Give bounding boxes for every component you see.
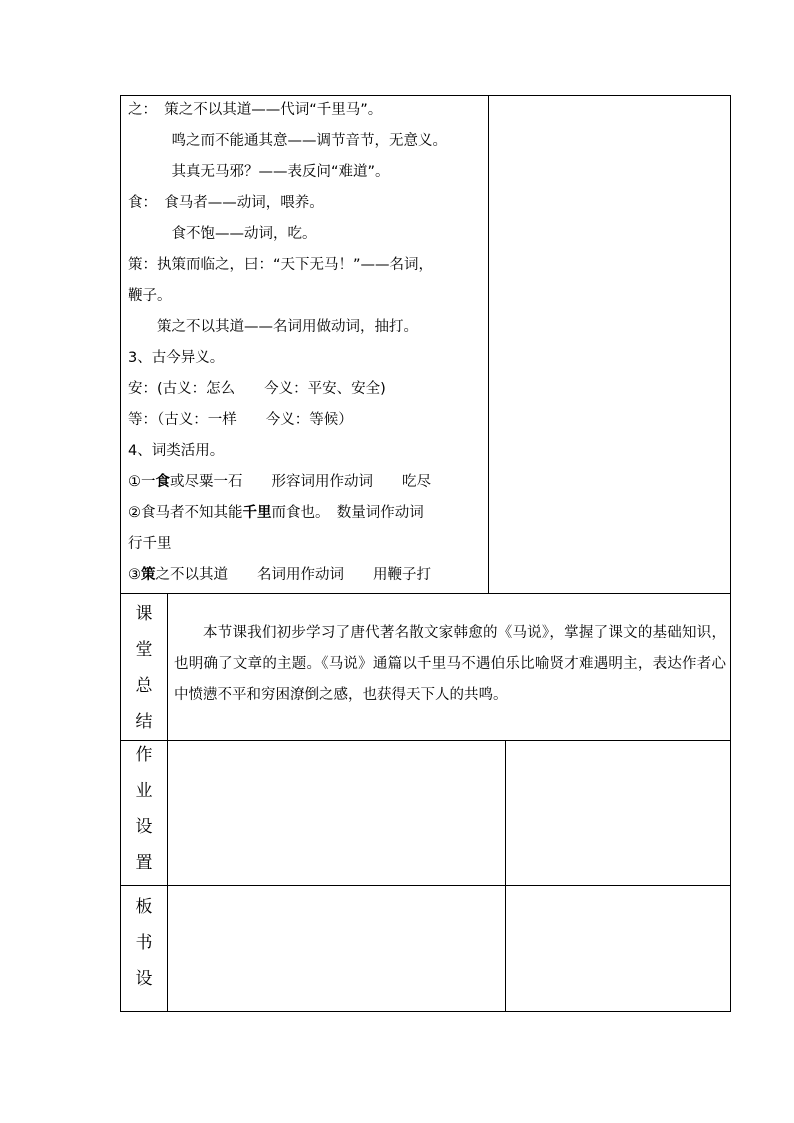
text-run: 而食也。 数量词作动词 [271, 505, 424, 521]
divider [167, 593, 168, 1012]
note-line: 其真无马邪？——表反问“难道”。 [128, 164, 390, 180]
divider [120, 885, 731, 886]
label-char: 作 [135, 745, 153, 765]
divider [120, 593, 731, 594]
divider [488, 95, 489, 593]
note-line [128, 498, 488, 529]
label-char: 设 [135, 969, 153, 989]
note-line: 食： 食马者——动词，喂养。 [128, 195, 324, 211]
note-line: 行千里 [128, 536, 172, 552]
note-line: 策：执策而临之，曰：“天下无马！”——名词， [128, 257, 434, 273]
label-char: 板 [135, 897, 153, 917]
bold-run: 千里 [242, 505, 272, 521]
label-char: 结 [135, 712, 153, 732]
label-char: 堂 [135, 640, 153, 660]
note-line [128, 560, 488, 591]
summary-label [121, 596, 167, 740]
bold-run: 策 [141, 567, 156, 583]
text-run: ②食马者不知其能 [128, 505, 243, 521]
text-run: ③ [128, 567, 141, 583]
bold-run: 食 [155, 474, 170, 490]
board-label [121, 889, 167, 997]
divider [505, 740, 506, 1012]
label-char: 课 [135, 604, 153, 624]
note-line: 食不饱——动词，吃。 [128, 226, 317, 242]
text-run: 或尽粟一石 形容词用作动词 吃尽 [170, 474, 431, 490]
section-heading: 4、词类活用。 [128, 443, 225, 459]
summary-text: 本节课我们初步学习了唐代著名散文家韩愈的《马说》，掌握了课文的基础知识，也明确了文章的主题。《马说》通篇以千里马不遇伯乐比喻贤才难遇明主，表达作者心中愤懑不平和穷困潦倒之感，也获得天下人的共鸣。 [174, 625, 726, 703]
label-char: 书 [135, 933, 153, 953]
divider [120, 740, 731, 741]
section-heading: 3、古今异义。 [128, 350, 225, 366]
note-line: 安：(古义：怎么 今义：平安、安全) [128, 381, 386, 397]
label-char: 总 [135, 676, 153, 696]
note-line: 策之不以其道——名词用做动词，抽打。 [128, 319, 418, 335]
notes-block [128, 95, 488, 591]
note-line [128, 467, 488, 498]
note-line: 鸣之而不能通其意——调节音节，无意义。 [128, 133, 447, 149]
homework-label [121, 737, 167, 881]
label-char: 设 [135, 817, 153, 837]
note-line: 之： 策之不以其道——代词“千里马”。 [128, 102, 383, 118]
label-char: 置 [135, 853, 153, 873]
text-run: 之不以其道 名词用作动词 用鞭子打 [155, 567, 431, 583]
label-char: 业 [135, 781, 153, 801]
text-run: ①一 [128, 474, 156, 490]
note-line: 鞭子。 [128, 288, 172, 304]
note-line: 等：（古义：一样 今义：等候） [128, 412, 353, 428]
